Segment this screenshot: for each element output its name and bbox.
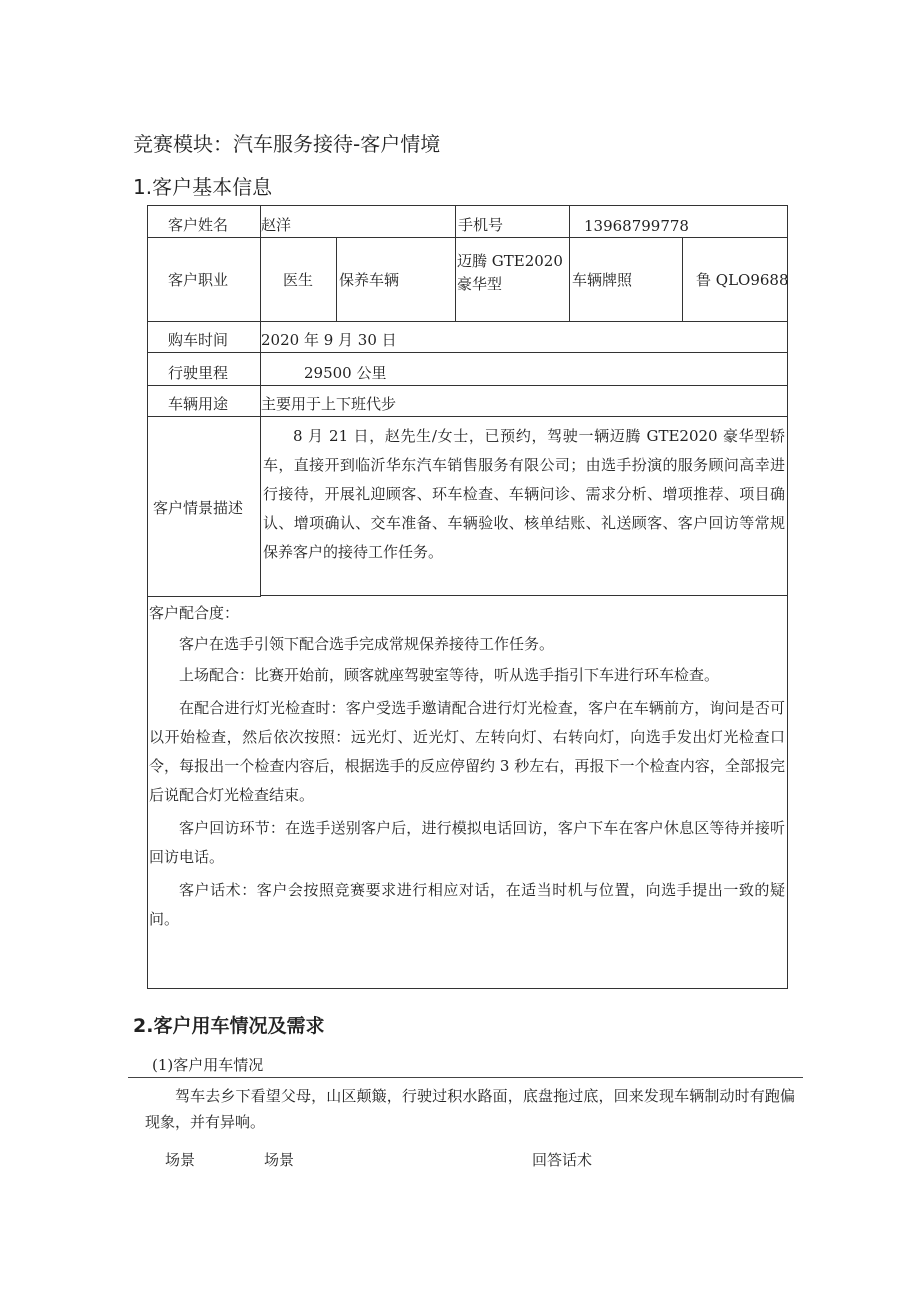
usage-label: 车辆用途 — [168, 395, 229, 413]
cooperation-p1: 客户在选手引领下配合选手完成常规保养接待工作任务。 — [179, 635, 555, 653]
mileage-value: 29500 公里 — [304, 364, 387, 382]
cooperation-p3: 在配合进行灯光检查时：客户受选手邀请配合进行灯光检查，客户在车辆前方，询问是否可以开始检查，然后依次按照：远光灯、近光灯、左转向灯、右转向灯，向选手发出灯光检查口令，每报出一个检查内容后，根据选手的反应停留约 3 秒左右，再报下一个检查内容，全部报完后说配合灯光检查结束。 — [149, 699, 785, 804]
purchase-value: 2020 年 9 月 30 日 — [261, 331, 397, 349]
plate-value: 鲁 QLO9688 — [696, 271, 789, 289]
section2-title: 2.客户用车情况及需求 — [133, 1015, 325, 1037]
name-value: 赵洋 — [261, 216, 292, 234]
cooperation-block — [149, 599, 785, 934]
usage-text: 驾车去乡下看望父母，山区颠簸，行驶过积水路面，底盘拖过底，回来发现车辆制动时有跑偏现象，并有异响。 — [145, 1087, 795, 1131]
col-divider — [336, 237, 337, 321]
col-divider — [682, 237, 683, 321]
job-label: 客户职业 — [168, 271, 229, 289]
row-divider — [147, 385, 788, 386]
row-divider — [147, 596, 261, 597]
row-divider — [147, 416, 788, 417]
cooperation-p2: 上场配合：比赛开始前，顾客就座驾驶室等待，听从选手指引下车进行环车检查。 — [179, 666, 720, 684]
usage-subtitle: (1)客户用车情况 — [152, 1056, 264, 1074]
row-divider — [261, 595, 788, 596]
purchase-label: 购车时间 — [168, 331, 229, 349]
scene-label: 客户情景描述 — [153, 499, 244, 517]
col-divider — [569, 205, 570, 321]
model-value: 迈腾 GTE2020 豪华型 — [457, 252, 563, 293]
mileage-label: 行驶里程 — [168, 364, 229, 382]
usage-rule — [128, 1077, 803, 1078]
header-scene-2: 场景 — [264, 1151, 295, 1169]
row-divider — [147, 321, 788, 322]
section1-title: 1.客户基本信息 — [133, 175, 273, 199]
name-label: 客户姓名 — [168, 216, 229, 234]
plate-label: 车辆牌照 — [572, 271, 633, 289]
cooperation-p5: 客户话术：客户会按照竞赛要求进行相应对话，在适当时机与位置，向选手提出一致的疑问。 — [149, 881, 785, 928]
cooperation-p4: 客户回访环节：在选手送别客户后，进行模拟电话回访，客户下车在客户休息区等待并接听回访电话。 — [149, 819, 785, 866]
phone-label: 手机号 — [458, 216, 504, 234]
module-title: 竞赛模块：汽车服务接待-客户情境 — [133, 132, 441, 156]
service-label: 保养车辆 — [339, 271, 400, 289]
header-answer: 回答话术 — [532, 1151, 593, 1169]
col-divider — [455, 205, 456, 321]
row-divider — [147, 237, 788, 238]
job-value: 医生 — [283, 271, 314, 289]
usage-value: 主要用于上下班代步 — [261, 395, 397, 413]
phone-value: 13968799778 — [584, 217, 689, 235]
row-divider — [147, 352, 788, 353]
cooperation-heading: 客户配合度： — [149, 604, 240, 622]
header-scene-1: 场景 — [165, 1151, 196, 1169]
scene-text: 8 月 21 日，赵先生/女士，已预约，驾驶一辆迈腾 GTE2020 豪华型轿车，直接开到临沂华东汽车销售服务有限公司；由选手扮演的服务顾问高幸进行接待，开展礼迎顾客、环车检查、车辆问诊、需求分析、增项推荐、项目确认、增项确认、交车准备、车辆验收、核单结账、礼送顾客、客户回访等常规保养客户的接待工作任务。 — [263, 427, 785, 561]
